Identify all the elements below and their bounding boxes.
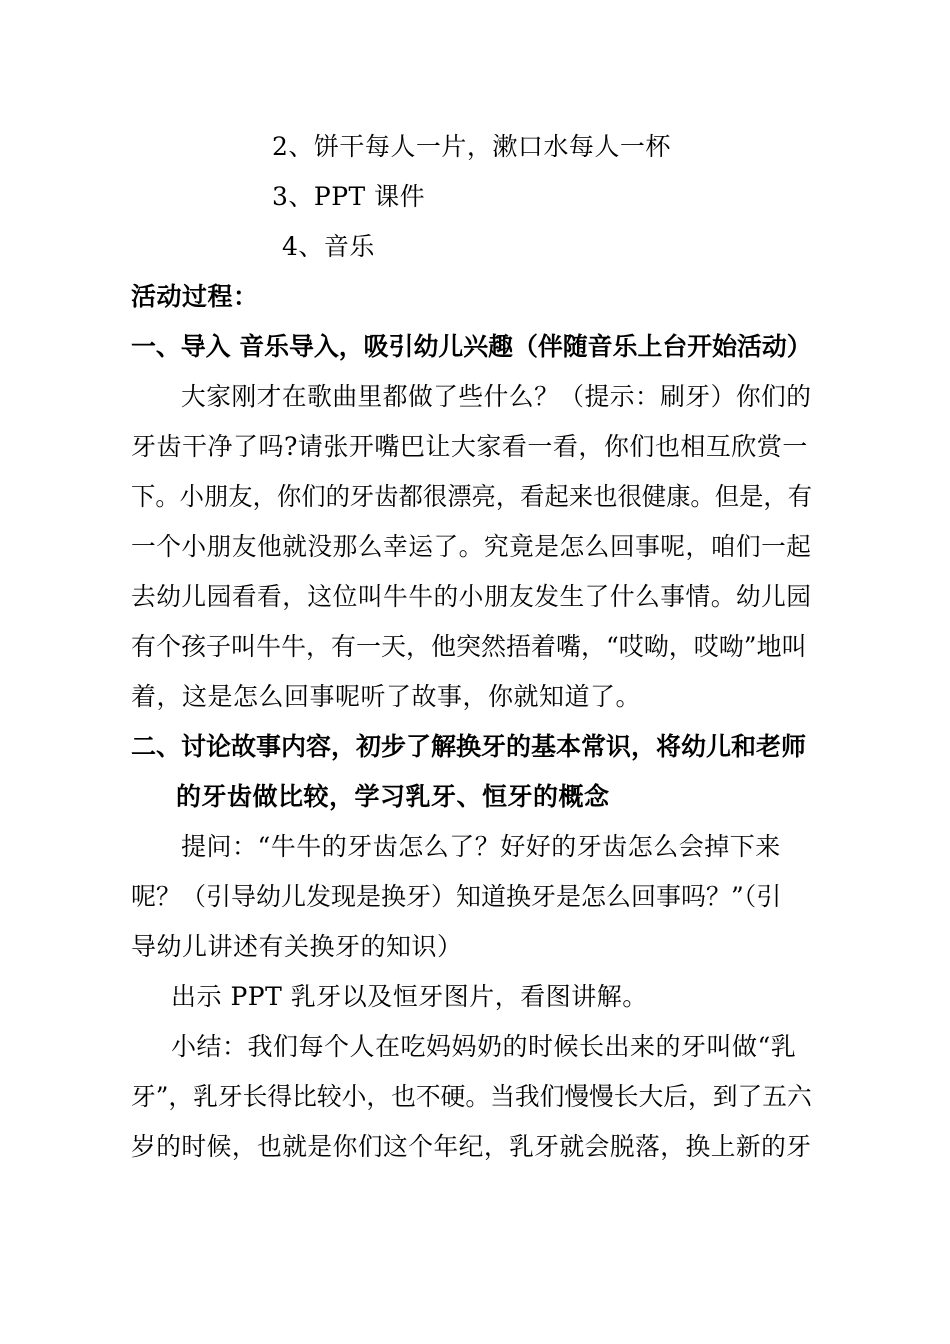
- summary-line: 小结：我们每个人在吃妈妈奶的时候长出来的牙叫做“乳: [171, 1032, 797, 1061]
- summary-line: 牙”，乳牙长得比较小，也不硬。当我们慢慢长大后，到了五六: [131, 1082, 812, 1111]
- materials-item-3: 3、PPT 课件: [272, 182, 426, 211]
- question-line: 导幼儿讲述有关换牙的知识）: [131, 932, 463, 961]
- section1-paragraph-line: 去幼儿园看看，这位叫牛牛的小朋友发生了什么事情。幼儿园: [131, 582, 812, 611]
- section1-paragraph-line: 着，这是怎么回事呢听了故事，你就知道了。: [131, 682, 642, 711]
- materials-item-4: 4、音乐: [282, 232, 375, 261]
- section2-title-continued: 的牙齿做比较，学习乳牙、恒牙的概念: [176, 782, 610, 811]
- process-heading: 活动过程：: [131, 282, 259, 311]
- summary-line: 岁的时候，也就是你们这个年纪，乳牙就会脱落，换上新的牙: [131, 1132, 812, 1161]
- question-line: 呢？（引导幼儿发现是换牙）知道换牙是怎么回事吗？”（引: [131, 882, 782, 911]
- section2-title: 二、讨论故事内容，初步了解换牙的基本常识，将幼儿和老师: [131, 732, 807, 761]
- materials-item-2: 2、饼干每人一片，漱口水每人一杯: [272, 132, 671, 161]
- section1-paragraph-line: 有个孩子叫牛牛，有一天，他突然捂着嘴，“哎呦，哎呦”地叫: [131, 632, 807, 661]
- section1-paragraph-line: 一个小朋友他就没那么幸运了。究竟是怎么回事呢，咱们一起: [131, 532, 812, 561]
- section1-title: 一、导入 音乐导入，吸引幼儿兴趣（伴随音乐上台开始活动）: [131, 332, 812, 361]
- ppt-explanation: 出示 PPT 乳牙以及恒牙图片，看图讲解。: [171, 982, 648, 1011]
- question-line: 提问：“牛牛的牙齿怎么了？好好的牙齿怎么会掉下来: [181, 832, 781, 861]
- section1-paragraph-line: 下。小朋友，你们的牙齿都很漂亮，看起来也很健康。但是，有: [131, 482, 813, 511]
- section1-paragraph-line: 大家刚才在歌曲里都做了些什么？（提示：刷牙）你们的: [181, 382, 812, 411]
- section1-paragraph-line: 牙齿干净了吗?请张开嘴巴让大家看一看，你们也相互欣赏一: [131, 432, 808, 461]
